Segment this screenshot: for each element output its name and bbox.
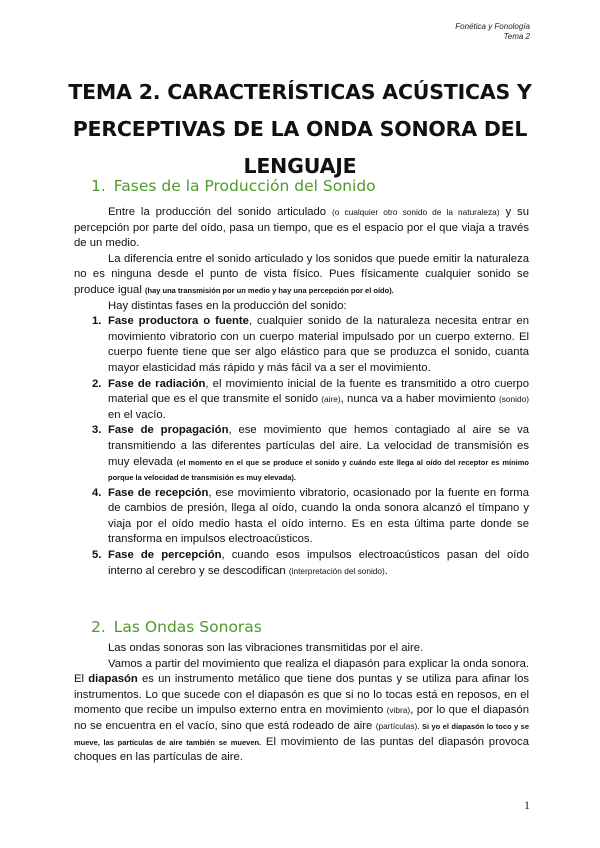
section-2-body: [74, 641, 529, 766]
header-subject: Fonética y Fonología: [455, 22, 530, 31]
text-run: y su percepción por parte del oído, pasa un tiempo, que es el espacio por el que viaja a través de un medio.: [74, 206, 529, 250]
paragraph: [74, 657, 529, 766]
list-number: 1.: [92, 315, 102, 328]
header-topic: Tema 2: [503, 32, 530, 41]
text-run: La diferencia entre el sonido articulado y los sonidos que puede emitir la naturaleza no es ninguna desde el punto de vista físico. Pues físicamente cualquier sonido se produce igual: [74, 252, 529, 296]
list-number: 5.: [92, 549, 102, 562]
section-heading-2: [91, 618, 262, 636]
small-text-run: (aire): [321, 394, 341, 405]
small-bold-text-run: Si yo el diapasón lo toco y se mueve, las partículas de aire también se mueven.: [74, 721, 529, 747]
section-title: Fases de la Producción del Sonido: [113, 177, 376, 195]
bold-term: diapasón: [88, 673, 138, 686]
paragraph: Hay distintas fases en la producción del sonido:: [108, 299, 347, 312]
running-header: [455, 22, 530, 42]
text-run: Vamos a partir del movimiento que realiza el diapasón para explicar la onda sonora. El: [74, 657, 529, 686]
text-run: , cuando esos impulsos electroacústicos pasan del oído interno al cerebro y se descodifican: [108, 549, 529, 577]
list-item: [74, 377, 529, 424]
text-run: , ese movimiento vibratorio, ocasionado por la fuente en forma de cambios de presión, llega al oído, cuando la onda sonora alcanzó el tímpano y viaja por el oído medio hasta el oído interno. Es en esta última parte donde se transforma en impulsos electroacústicos.: [108, 486, 529, 546]
small-bold-text-run: (hay una transmisión por un medio y hay una percepción por el oído).: [144, 285, 394, 295]
text-run: , nunca va a haber movimiento: [340, 393, 500, 406]
text-run: El movimiento de las puntas del diapasón provoca choques en las partículas de aire.: [74, 735, 529, 764]
small-text-run: (sonido): [499, 394, 529, 405]
section-1-body: [74, 205, 529, 579]
list-item: [74, 548, 529, 579]
document-title: TEMA 2. CARACTERÍSTICAS ACÚSTICAS Y PERCEPTIVAS DE LA ONDA SONORA DEL LENGUAJE: [68, 80, 532, 178]
text-run: , ese movimiento que hemos contagiado al aire se va transmitiendo a las diferentes partículas del aire. La velocidad de transmisión es muy elevada: [108, 424, 530, 468]
paragraph: [74, 205, 529, 252]
section-heading-1: [91, 177, 376, 195]
list-number: 3.: [92, 424, 102, 437]
list-number: 4.: [92, 486, 102, 499]
paragraph: [74, 252, 529, 299]
list-item: [74, 314, 529, 376]
list-term: Fase de recepción: [108, 486, 209, 499]
text-run: en el vacío.: [108, 408, 166, 421]
small-text-run: (o cualquier otro sonido de la naturaleza): [331, 207, 500, 217]
text-run: .: [384, 564, 388, 577]
text-run: , por lo que el diapasón no se encuentra en el vacío, sino que está rodeado de aire: [74, 704, 530, 732]
text-run: , cualquier sonido de la naturaleza necesita entrar en movimiento vibratorio con un cuerpo material impulsado por un cuerpo externo. El cuerpo fuente tiene que ser algo elástico para que se produzca el sonido, cuanta mayor elasticidad más rápido y más fácil va a ser el movimiento.: [108, 315, 529, 374]
section-number: 1.: [91, 177, 106, 195]
list-term: Fase productora o fuente: [108, 315, 249, 328]
text-run: es un instrumento metálico que tiene dos puntas y se utiliza para afinar los instrumentos. Lo que sucede con el diapasón es que si no lo tocas está en reposos, en el momento que recibe un impulso externo entra en movimiento: [74, 673, 529, 717]
paragraph: Las ondas sonoras son las vibraciones transmitidas por el aire.: [108, 642, 424, 654]
list-term: Fase de percepción: [108, 549, 222, 562]
phases-list: [74, 314, 529, 579]
list-number: 2.: [92, 377, 102, 390]
list-item: [74, 423, 529, 485]
section-number: 2.: [91, 618, 106, 636]
section-title: Las Ondas Sonoras: [113, 618, 262, 636]
small-text-run: (vibra): [386, 705, 411, 716]
list-item: [74, 486, 529, 548]
list-term: Fase de propagación: [108, 424, 229, 437]
small-bold-text-run: (el momento en el que se produce el sonido y cuándo este llega al oído del receptor es mínimo porque la velocidad de transmisión es muy elevada).: [108, 457, 529, 483]
small-text-run: (partículas).: [375, 720, 420, 731]
text-run: , el movimiento inicial de la fuente es transmitido a otro cuerpo material que es el que transmite el sonido: [108, 377, 529, 406]
text-run: Entre la producción del sonido articulado: [108, 206, 332, 218]
list-term: Fase de radiación: [108, 377, 206, 390]
page-number: 1: [524, 798, 530, 812]
small-text-run: (interpretación del sonido): [288, 565, 385, 576]
